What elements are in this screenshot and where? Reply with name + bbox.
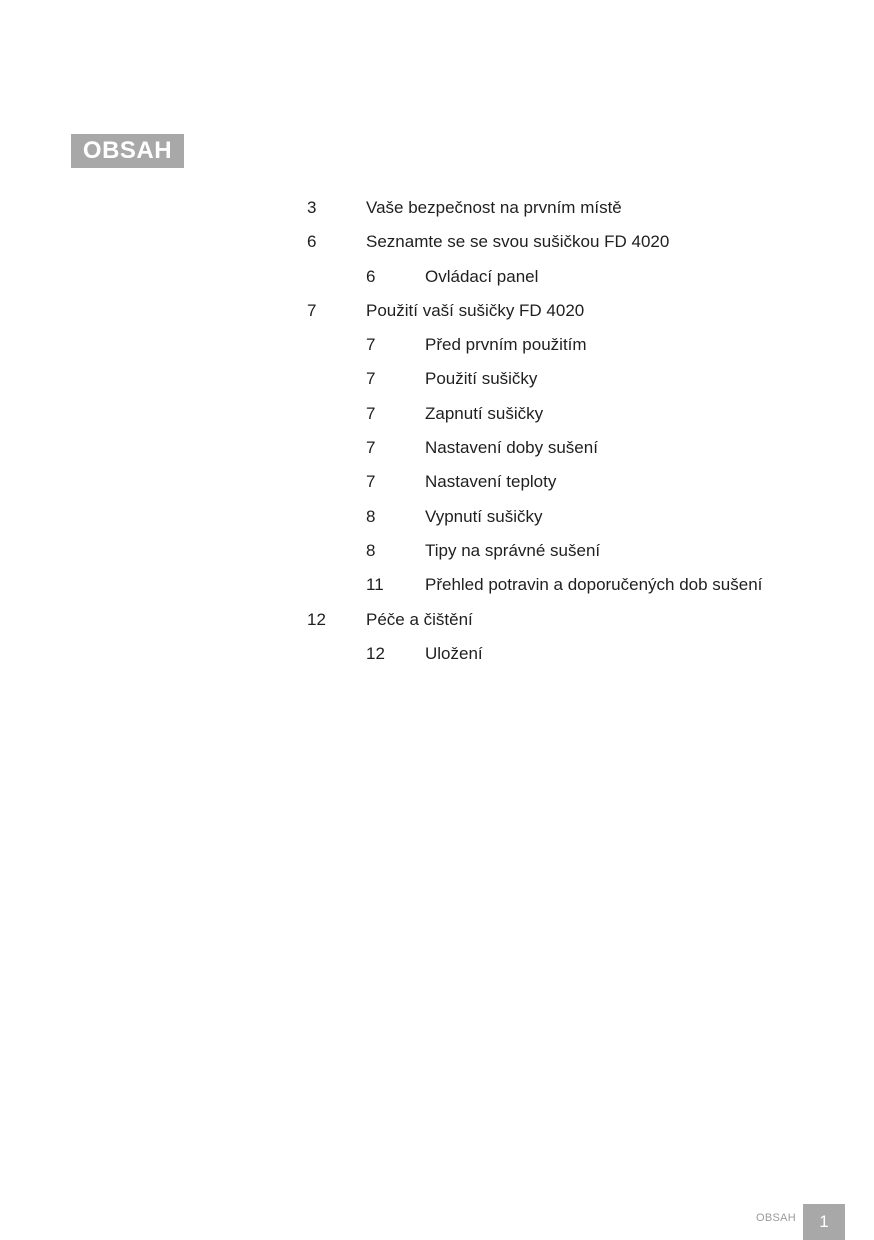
toc-entry-label: Použití sušičky [425, 369, 538, 388]
toc-page-number: 3 [307, 198, 317, 217]
toc-page-number: 7 [307, 301, 317, 320]
toc-entry-label: Seznamte se se svou sušičkou FD 4020 [366, 232, 670, 251]
toc-entry-label: Zapnutí sušičky [425, 404, 544, 423]
toc-entry-label: Ovládací panel [425, 267, 539, 286]
toc-entry-label: Použití vaší sušičky FD 4020 [366, 301, 585, 320]
toc-entry-label: Nastavení teploty [425, 472, 557, 491]
toc-page-number: 12 [366, 644, 385, 663]
page-title: OBSAH [82, 137, 173, 164]
toc-page-number: 7 [366, 335, 376, 354]
toc-entry-label: Nastavení doby sušení [425, 438, 598, 457]
footer-page-box [803, 1204, 845, 1240]
toc-entry-label: Uložení [425, 644, 483, 663]
toc-entry-label: Před prvním použitím [425, 335, 587, 354]
toc-entry-label: Péče a čištění [366, 610, 473, 629]
toc-entry-label: Vaše bezpečnost na prvním místě [366, 198, 622, 217]
toc-page-number: 12 [307, 610, 326, 629]
toc-entry-label: Vypnutí sušičky [425, 507, 543, 526]
footer-section-label: OBSAH [755, 1212, 796, 1224]
toc-page-number: 7 [366, 438, 376, 457]
toc-page-number: 8 [366, 507, 376, 526]
toc-page-number: 8 [366, 541, 376, 560]
section-title-box [71, 134, 184, 168]
page-number: 1 [819, 1212, 829, 1231]
toc-page-number: 7 [366, 472, 376, 491]
toc-page-number: 6 [366, 267, 376, 286]
toc-page-number: 7 [366, 404, 376, 423]
toc-entry-label: Přehled potravin a doporučených dob sušení [425, 575, 763, 594]
toc-page-number: 6 [307, 232, 317, 251]
toc-entry-label: Tipy na správné sušení [425, 541, 601, 560]
toc-page-number: 7 [366, 369, 376, 388]
toc-page-number: 11 [366, 575, 384, 594]
